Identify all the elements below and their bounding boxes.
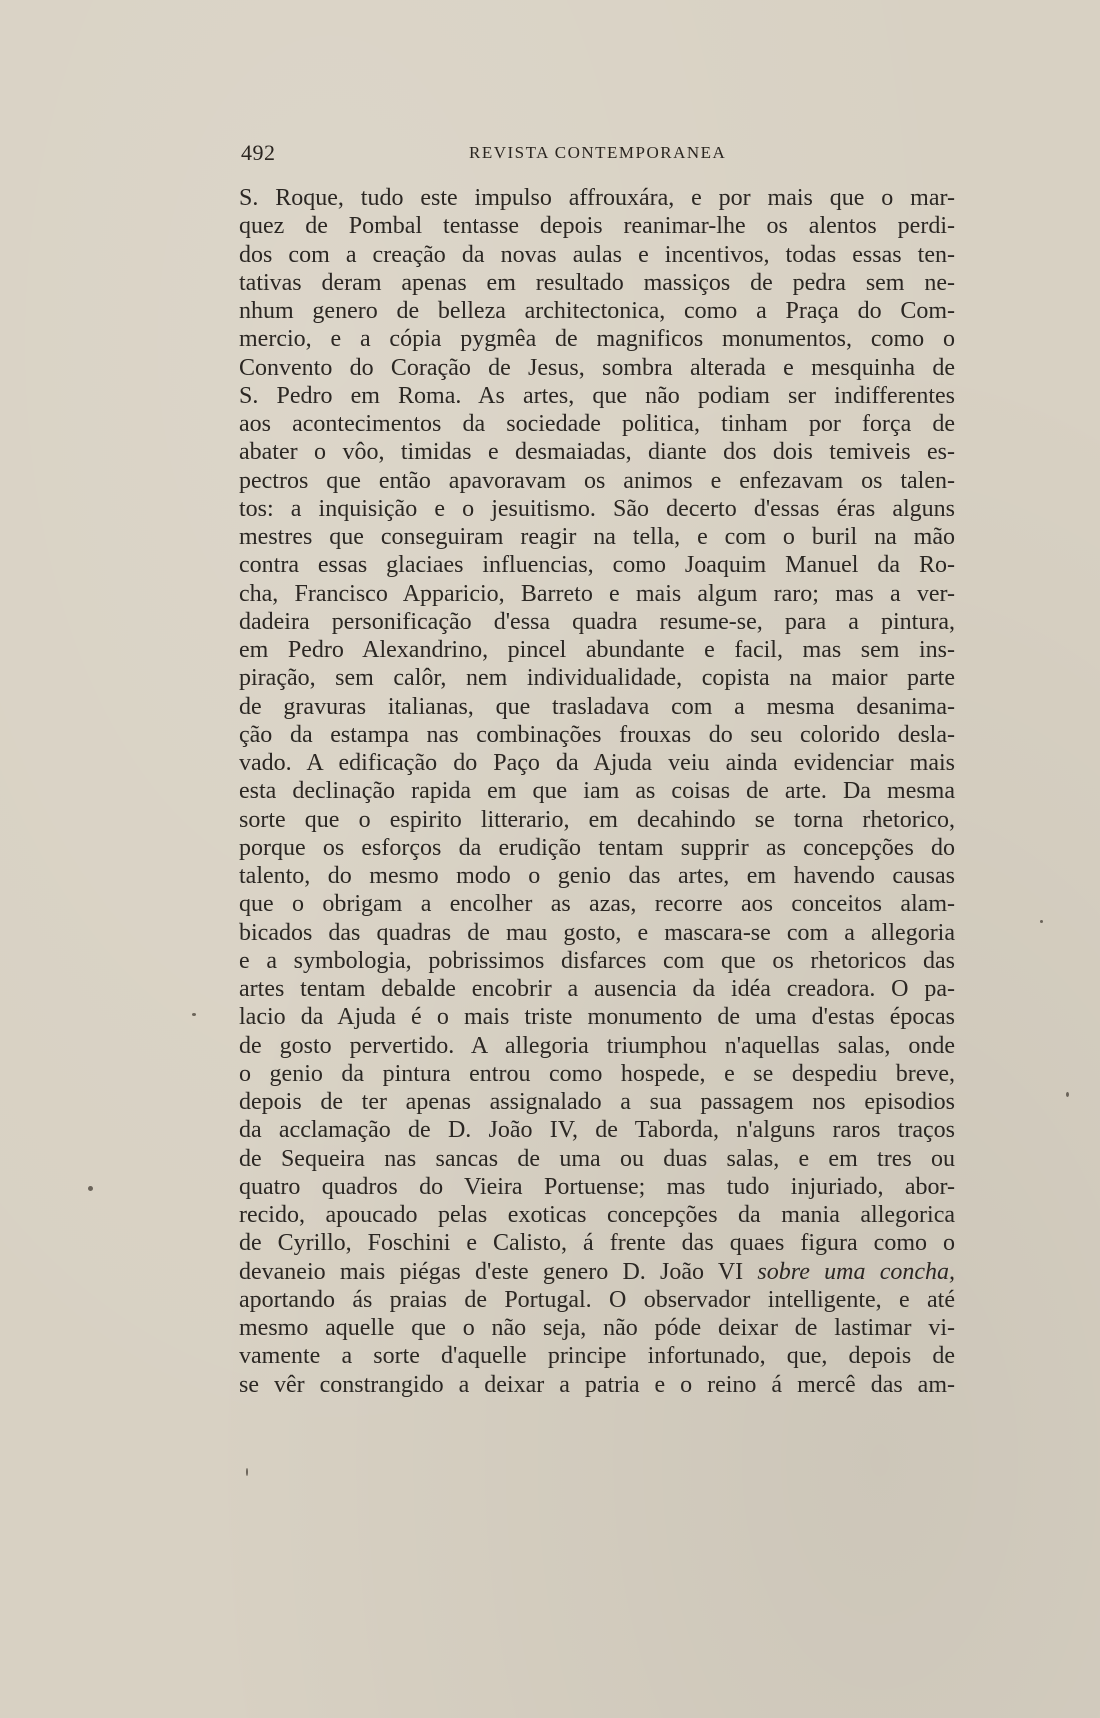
text-line: aportando ás praias de Portugal. O observador intelligente, e até — [239, 1286, 955, 1313]
text-line: mestres que conseguiram reagir na tella, e com o buril na mão — [239, 524, 955, 550]
body-text — [239, 184, 955, 1399]
text-line: de gravuras italianas, que trasladava com a mesma desanima- — [239, 693, 955, 720]
text-line: em Pedro Alexandrino, pincel abundante e facil, mas sem ins- — [239, 637, 955, 663]
text-line: quatro quadros do Vieira Portuense; mas tudo injuriado, abor- — [239, 1173, 955, 1200]
paper-speck — [192, 1013, 196, 1016]
text-line: bicados das quadras de mau gosto, e mascara-se com a allegoria — [239, 919, 955, 946]
text-line: lacio da Ajuda é o mais triste monumento de uma d'estas épocas — [239, 1004, 955, 1031]
text-line: cha, Francisco Apparicio, Barreto e mais algum raro; mas a ver- — [239, 580, 955, 607]
paper-speck — [88, 1186, 93, 1191]
paper-speck — [1040, 920, 1043, 923]
text-line: depois de ter apenas assignalado a sua passagem nos episodios — [239, 1089, 955, 1115]
text-line: nhum genero de belleza architectonica, como a Praça do Com- — [239, 298, 955, 324]
text-line: abater o vôo, timidas e desmaiadas, diante dos dois temiveis es- — [239, 439, 955, 466]
text-line: piração, sem calôr, nem individualidade, copista na maior parte — [239, 665, 955, 692]
text-line: dadeira personificação d'essa quadra resume-se, para a pintura, — [239, 608, 955, 635]
text-line: artes tentam debalde encobrir a ausencia da idéa creadora. O pa- — [239, 976, 955, 1002]
text-line: recido, apoucado pelas exoticas concepções da mania allegorica — [239, 1202, 955, 1228]
page-number: 492 — [241, 140, 276, 165]
text-line-with-italic — [239, 1258, 955, 1286]
text-line: sorte que o espirito litterario, em decahindo se torna rhetorico, — [239, 806, 955, 833]
paper-speck — [1066, 1092, 1069, 1097]
text-line: de Sequeira nas sancas de uma ou duas salas, e em tres ou — [239, 1145, 955, 1172]
running-title: REVISTA CONTEMPORANEA — [469, 143, 727, 162]
page-header — [241, 140, 953, 170]
text-line: de gosto pervertido. A allegoria triumphou n'aquellas salas, onde — [239, 1032, 955, 1059]
text-fragment: devaneio mais piégas d'este genero D. João VI — [239, 1258, 758, 1285]
text-line: pectros que então apavoravam os animos e enfezavam os talen- — [239, 467, 955, 494]
text-line: contra essas glaciaes influencias, como Joaquim Manuel da Ro- — [239, 552, 955, 579]
text-line: esta declinação rapida em que iam as coisas de arte. Da mesma — [239, 778, 955, 805]
text-line: tos: a inquisição e o jesuitismo. São decerto d'essas éras alguns — [239, 495, 955, 522]
text-line: que o obrigam a encolher as azas, recorre aos conceitos alam- — [239, 891, 955, 918]
italic-phrase: sobre uma concha, — [757, 1258, 955, 1285]
text-line: ção da estampa nas combinações frouxas do seu colorido desla- — [239, 721, 955, 748]
text-line: o genio da pintura entrou como hospede, e se despediu breve, — [239, 1060, 955, 1087]
text-line: aos acontecimentos da sociedade politica, tinham por força de — [239, 411, 955, 437]
paper-speck — [246, 1468, 248, 1476]
text-line: tativas deram apenas em resultado massiços de pedra sem ne- — [239, 269, 955, 296]
text-line: e a symbologia, pobrissimos disfarces com que os rhetoricos das — [239, 947, 955, 974]
text-line: de Cyrillo, Foschini e Calisto, á frente das quaes figura como o — [239, 1230, 955, 1257]
text-line: mercio, e a cópia pygmêa de magnificos monumentos, como o — [239, 326, 955, 353]
text-line: se vêr constrangido a deixar a patria e o reino á mercê das am- — [239, 1371, 955, 1398]
text-line: S. Roque, tudo este impulso affrouxára, e por mais que o mar- — [239, 185, 955, 211]
text-line: da acclamação de D. João IV, de Taborda, n'alguns raros traços — [239, 1117, 955, 1144]
text-line: Convento do Coração de Jesus, sombra alterada e mesquinha de — [239, 354, 955, 381]
text-line: talento, do mesmo modo o genio das artes, em havendo causas — [239, 863, 955, 889]
text-line: porque os esforços da erudição tentam supprir as concepções do — [239, 834, 955, 861]
text-line: S. Pedro em Roma. As artes, que não podiam ser indifferentes — [239, 382, 955, 409]
text-line: vamente a sorte d'aquelle principe infortunado, que, depois de — [239, 1343, 955, 1370]
text-line: vado. A edificação do Paço da Ajuda veiu ainda evidenciar mais — [239, 750, 955, 776]
text-line: mesmo aquelle que o não seja, não póde deixar de lastimar vi- — [239, 1315, 955, 1341]
text-line: dos com a creação da novas aulas e incentivos, todas essas ten- — [239, 241, 955, 268]
text-line: quez de Pombal tentasse depois reanimar-lhe os alentos perdi- — [239, 213, 955, 240]
